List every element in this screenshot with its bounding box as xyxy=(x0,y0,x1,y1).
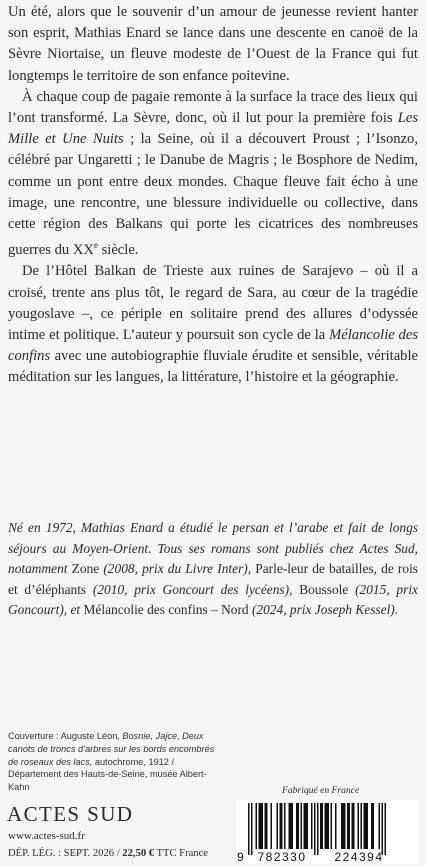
barcode-bar xyxy=(361,803,363,849)
barcode-bar xyxy=(259,803,264,849)
barcode-bar xyxy=(277,803,279,849)
barcode-bar xyxy=(248,803,250,855)
book-title-melancolie-nord: Mélancolie des confins – Nord xyxy=(83,602,249,618)
bio-text-c: (2008, prix du Livre Inter), xyxy=(99,561,256,577)
blurb-paragraph-2 xyxy=(8,87,418,261)
barcode-bar xyxy=(289,803,294,849)
back-cover-blurb xyxy=(8,2,418,389)
bio-text-e: (2010, prix Goncourt des lycéens), xyxy=(86,581,300,597)
blurb-p3-text-c: avec une autobiographie fluviale érudite et sensible, véritable méditation sur les langues, la littérature, l’histoire et la géographie. xyxy=(8,348,418,386)
legal-deposit-price xyxy=(8,847,208,861)
credit-artwork-title: Bosnie, Jajce, Deux canots de troncs d’arbres sur les bords encombrés de roseaux des lacs, xyxy=(8,731,215,767)
barcode-bar xyxy=(331,803,333,849)
barcode-bar xyxy=(301,803,303,849)
author-bio xyxy=(8,518,418,621)
cover-credit xyxy=(8,730,222,794)
barcode-digits-group-2: 224394 xyxy=(334,850,384,864)
blurb-paragraph-1 xyxy=(8,2,418,87)
blurb-p2-text-a: À chaque coup de pagaie remonte à la surface la trace des lieux qui l’ont transformé. La Sèvre, donc, où il lut pour la première fois xyxy=(8,88,418,127)
price-suffix: TTC France xyxy=(154,848,208,859)
publisher-website: www.actes-sud.fr xyxy=(8,830,85,842)
barcode-bar xyxy=(284,803,286,849)
century-numeral: XX xyxy=(72,242,94,259)
barcode-bar xyxy=(311,803,313,849)
bio-text-g: (2015, prix Goncourt), et xyxy=(8,581,418,618)
barcode-digits-group-1: 782330 xyxy=(257,850,307,864)
barcode-digit-first: 9 xyxy=(237,850,244,864)
barcode-bar xyxy=(325,803,330,849)
barcode-bar xyxy=(251,803,253,855)
barcode-bar xyxy=(280,803,283,849)
blurb-paragraph-3 xyxy=(8,261,418,388)
barcode-bar xyxy=(314,803,316,855)
barcode-bar xyxy=(304,803,309,849)
book-title-mille-nuits: Les Mille et Une Nuits xyxy=(8,110,418,148)
barcode-bar xyxy=(379,803,381,849)
bio-text-i: (2024, prix Joseph Kessel). xyxy=(248,602,399,618)
blurb-p2-text-c: ; la Seine, où il a découvert Proust ; l’Isonzo, célébré par Ungaretti ; le Danube de Magris ; le Bosphore de Nedim, comme un pont entre deux mondes. Chaque fleuve fait écho à une image, une rencontre, une blessure individuelle ou collective, dans cette région des Balkans qui porte les cicatrices des nombreuses guerres du xyxy=(8,131,418,259)
barcode-bar xyxy=(320,803,323,849)
barcode-bars xyxy=(248,803,386,855)
book-title-parle-leur: Parle-leur de batailles, de rois et d’éléphants xyxy=(8,561,418,597)
publisher-logo: ACTES SUD xyxy=(7,802,134,826)
blurb-p3-text-a: De l’Hôtel Balkan de Trieste aux ruines de Sarajevo – où il a croisé, trente ans plus tôt, le regard de Sara, au cœur de la tragédie yougoslave –, ce périple en solitaire prend des allures d’odyssée intime et politique. L’auteur y poursuit son cycle de la xyxy=(8,263,418,343)
book-title-zone: Zone xyxy=(71,561,100,577)
barcode-bar xyxy=(385,803,387,855)
barcode-bar xyxy=(352,803,355,849)
barcode-bar xyxy=(296,803,299,849)
legal-deposit: DÉP. LÉG. : SEPT. 2026 / xyxy=(8,848,123,859)
barcode-bar xyxy=(364,803,369,849)
barcode-bar xyxy=(335,803,337,849)
barcode-bar xyxy=(317,803,319,855)
century-superscript: e xyxy=(93,240,98,251)
bio-text-a: Né en 1972, Mathias Enard a étudié le persan et l’arabe et fait de longs séjours au Moyen-Orient. Tous ses romans sont publiés chez Actes Sud, notamment xyxy=(8,520,418,577)
barcode-bar xyxy=(271,803,273,849)
barcode-bar xyxy=(265,803,268,849)
barcode-bar xyxy=(358,803,360,849)
credit-text-a: Couverture : Auguste Léon, xyxy=(8,731,123,741)
barcode-bar xyxy=(256,803,258,849)
barcode-bar xyxy=(371,803,374,849)
price: 22,50 € xyxy=(122,848,155,859)
barcode-bar xyxy=(382,803,384,855)
barcode-bar xyxy=(347,803,350,849)
blurb-p1-text: Un été, alors que le souvenir d’un amour de jeunesse revient hanter son esprit, Mathias Enard se lance dans une descente en canoë de la Sèvre Niortaise, un fleuve modeste de l’Ouest de la France qui fut longtemps le territoire de son enfance poitevine. xyxy=(8,4,418,84)
made-in-france-label: Fabriqué en France xyxy=(282,785,360,796)
cycle-title: Mélancolie des confins xyxy=(8,326,419,365)
blurb-p2-text-f: siècle. xyxy=(97,242,139,259)
barcode-bar xyxy=(341,803,346,849)
isbn-barcode xyxy=(236,800,418,864)
book-title-boussole: Boussole xyxy=(299,581,349,597)
credit-text-c: autochrome, 1912 / Département des Hauts-de-Seine, musée Albert-Kahn xyxy=(8,756,207,793)
